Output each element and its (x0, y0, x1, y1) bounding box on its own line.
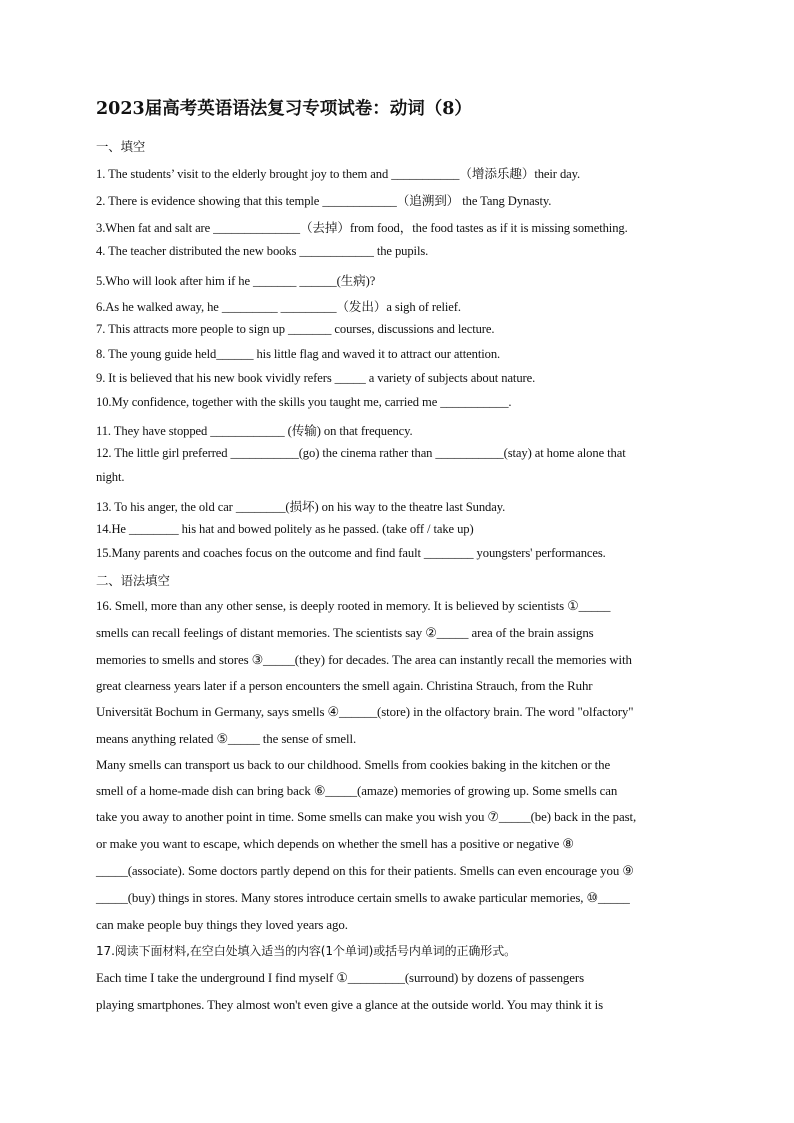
question-line: night. (96, 470, 125, 484)
question-line: 11. They have stopped ____________ (传输) on that frequency. (96, 424, 413, 438)
passage-line: smells can recall feelings of distant memories. The scientists say ②_____ area of the brain assigns (96, 626, 594, 640)
question-line: 2. There is evidence showing that this temple ____________（追溯到） the Tang Dynasty. (96, 194, 552, 208)
question-line: 14.He ________ his hat and bowed politely as he passed. (take off / take up) (96, 522, 474, 536)
question-line: 9. It is believed that his new book vividly refers _____ a variety of subjects about nature. (96, 371, 536, 385)
passage-line: means anything related ⑤_____ the sense of smell. (96, 732, 357, 746)
passage-line: Universität Bochum in Germany, says smells ④______(store) in the olfactory brain. The word "olfactory" (96, 705, 634, 719)
passage-line: can make people buy things they loved years ago. (96, 918, 348, 932)
passage-line: memories to smells and stores ③_____(they) for decades. The area can instantly recall the memories with (96, 653, 632, 667)
question-line: 7. This attracts more people to sign up _______ courses, discussions and lecture. (96, 322, 495, 336)
question-line: 6.As he walked away, he _________ _________（发出）a sigh of relief. (96, 300, 461, 314)
question-line: 3.When fat and salt are ______________（去掉）from food，the food tastes as if it is missing something. (96, 221, 628, 235)
passage-line: Each time I take the underground I find myself ①_________(surround) by dozens of passengers (96, 971, 585, 985)
question-line: 12. The little girl preferred ___________(go) the cinema rather than ___________(stay) at home alone that (96, 446, 626, 460)
question-line: 1. The students’ visit to the elderly brought joy to them and ___________（增添乐趣）their day. (96, 167, 581, 181)
section-heading: 一、填空 (96, 139, 146, 154)
passage-line: smell of a home-made dish can bring back ⑥_____(amaze) memories of growing up. Some smells can (96, 784, 618, 798)
page-title: 2023届高考英语语法复习专项试卷：动词（8） (96, 99, 472, 119)
passage-line: great clearness years later if a person encounters the smell again. Christina Strauch, from the Ruhr (96, 679, 593, 693)
question-line: 4. The teacher distributed the new books ____________ the pupils. (96, 244, 429, 258)
passage-line: 16. Smell, more than any other sense, is deeply rooted in memory. It is believed by scientists ①_____ (96, 599, 611, 613)
passage-line: Many smells can transport us back to our childhood. Smells from cookies baking in the kitchen or the (96, 758, 611, 772)
question-line: 5.Who will look after him if he _______ ______(生病)? (96, 274, 376, 288)
passage-line: _____(associate). Some doctors partly depend on this for their patients. Smells can even encourage you ⑨ (96, 864, 634, 878)
question-line: 13. To his anger, the old car ________(损坏) on his way to the theatre last Sunday. (96, 500, 506, 514)
question-line: 10.My confidence, together with the skills you taught me, carried me ___________. (96, 395, 512, 409)
question-line: 8. The young guide held______ his little flag and waved it to attract our attention. (96, 347, 501, 361)
section-heading: 二、语法填空 (96, 573, 170, 588)
passage-line: or make you want to escape, which depends on whether the smell has a positive or negative ⑧ (96, 837, 574, 851)
passage-line: playing smartphones. They almost won't even give a glance at the outside world. You may think it is (96, 998, 604, 1012)
question-instruction: 17.阅读下面材料,在空白处填入适当的内容(1个单词)或括号内单词的正确形式。 (96, 944, 516, 958)
passage-line: _____(buy) things in stores. Many stores introduce certain smells to awake particular memories, ⑩_____ (96, 891, 630, 905)
question-line: 15.Many parents and coaches focus on the outcome and find fault ________ youngsters' performances. (96, 546, 606, 560)
passage-line: take you away to another point in time. Some smells can make you wish you ⑦_____(be) back in the past, (96, 810, 637, 824)
